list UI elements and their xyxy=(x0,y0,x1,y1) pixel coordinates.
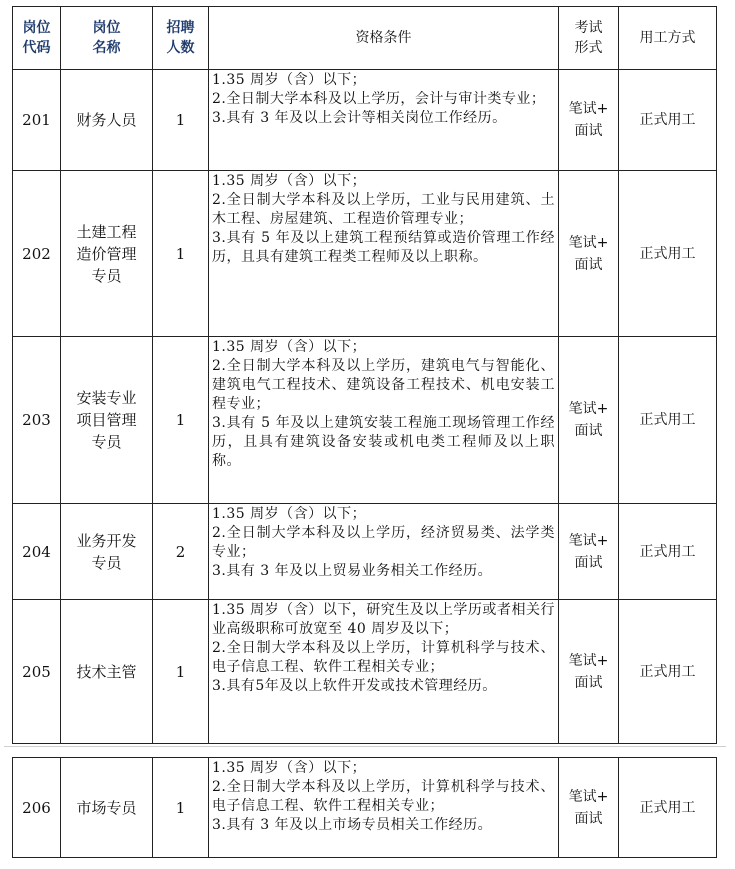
post-name: 市场专员 xyxy=(61,758,153,858)
employment-type: 正式用工 xyxy=(619,70,717,171)
header-post-code: 岗位 代码 xyxy=(13,7,61,70)
recruitment-table-continued xyxy=(12,757,717,858)
post-name: 业务开发 专员 xyxy=(61,504,153,600)
page-break-line xyxy=(4,746,726,747)
post-code: 204 xyxy=(13,504,61,600)
employment-type: 正式用工 xyxy=(619,171,717,337)
exam-form: 笔试+ 面试 xyxy=(559,504,619,600)
employment-type: 正式用工 xyxy=(619,758,717,858)
exam-form: 笔试+ 面试 xyxy=(559,758,619,858)
recruitment-table xyxy=(12,6,717,744)
table-row xyxy=(13,600,717,744)
qualifications: 1.35 周岁（含）以下，研究生及以上学历或者相关行业高级职称可放宽至 40 周岁及以下； 2.全日制大学本科及以上学历，计算机科学与技术、电子信息工程、软件工程相关专业； 3.具有5年及以上软件开发或技术管理经历。 xyxy=(209,600,559,744)
exam-form: 笔试+ 面试 xyxy=(559,337,619,504)
post-name: 技术主管 xyxy=(61,600,153,744)
table-header-row xyxy=(13,7,717,70)
post-code: 202 xyxy=(13,171,61,337)
table-row xyxy=(13,337,717,504)
headcount: 1 xyxy=(153,337,209,504)
headcount: 1 xyxy=(153,758,209,858)
table-row xyxy=(13,758,717,858)
post-code: 206 xyxy=(13,758,61,858)
exam-form: 笔试+ 面试 xyxy=(559,70,619,171)
post-name: 财务人员 xyxy=(61,70,153,171)
post-name: 安装专业 项目管理 专员 xyxy=(61,337,153,504)
post-code: 201 xyxy=(13,70,61,171)
table-row xyxy=(13,171,717,337)
exam-form: 笔试+ 面试 xyxy=(559,600,619,744)
post-name: 土建工程 造价管理 专员 xyxy=(61,171,153,337)
exam-form: 笔试+ 面试 xyxy=(559,171,619,337)
headcount: 2 xyxy=(153,504,209,600)
headcount: 1 xyxy=(153,171,209,337)
table-row xyxy=(13,70,717,171)
table-row xyxy=(13,504,717,600)
qualifications: 1.35 周岁（含）以下； 2.全日制大学本科及以上学历，建筑电气与智能化、建筑电气工程技术、建筑设备工程技术、机电安装工程专业； 3.具有 5 年及以上建筑安装工程施工现场管理工作经历，且具有建筑设备安装或机电类工程师及以上职称。 xyxy=(209,337,559,504)
qualifications: 1.35 周岁（含）以下； 2.全日制大学本科及以上学历，会计与审计类专业； 3.具有 3 年及以上会计等相关岗位工作经历。 xyxy=(209,70,559,171)
employment-type: 正式用工 xyxy=(619,600,717,744)
employment-type: 正式用工 xyxy=(619,504,717,600)
header-exam-form: 考试 形式 xyxy=(559,7,619,70)
header-qualifications: 资格条件 xyxy=(209,7,559,70)
post-code: 203 xyxy=(13,337,61,504)
header-post-name: 岗位 名称 xyxy=(61,7,153,70)
headcount: 1 xyxy=(153,70,209,171)
header-headcount: 招聘 人数 xyxy=(153,7,209,70)
header-employment-type: 用工方式 xyxy=(619,7,717,70)
employment-type: 正式用工 xyxy=(619,337,717,504)
qualifications: 1.35 周岁（含）以下； 2.全日制大学本科及以上学历，经济贸易类、法学类专业； 3.具有 3 年及以上贸易业务相关工作经历。 xyxy=(209,504,559,600)
qualifications: 1.35 周岁（含）以下； 2.全日制大学本科及以上学历，工业与民用建筑、土木工程、房屋建筑、工程造价管理专业； 3.具有 5 年及以上建筑工程预结算或造价管理工作经历，且具有建筑工程类工程师及以上职称。 xyxy=(209,171,559,337)
post-code: 205 xyxy=(13,600,61,744)
qualifications: 1.35 周岁（含）以下； 2.全日制大学本科及以上学历，计算机科学与技术、电子信息工程、软件工程相关专业； 3.具有 3 年及以上市场专员相关工作经历。 xyxy=(209,758,559,858)
headcount: 1 xyxy=(153,600,209,744)
